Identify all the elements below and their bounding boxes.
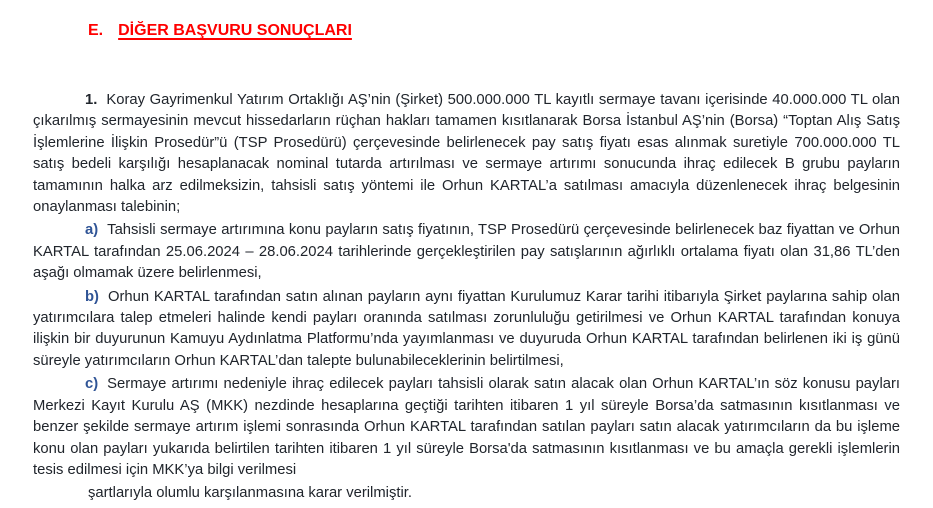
paragraph-marker-a: a) bbox=[85, 222, 99, 239]
paragraph-text-c: Sermaye artırımı nedeniyle ihraç edilecek payları tahsisli olarak satın alacak olan Orhun KARTAL’ın söz konusu payları Merkezi Kayıt Kurulu AŞ (MKK) nezdinde hesaplarına geçtiği tarihten itibaren 1 yıl süreyle Borsa’da satmasının kısıtlanması ve benzer şekilde sermaye artırım işlemi sonrasında Orhun KARTAL tarafından satılan payları satın alacak yatırımcıların da bu işleme konu olan payları yukarıda belirtilen tarihten itibaren 1 yıl süreyle Borsa'da satmasının kısıtlanması ve bu amaçla gerekli işlemlerin tesis edilmesi için MKK’ya bilgi verilmesi bbox=[33, 376, 900, 478]
paragraph-marker-b: b) bbox=[85, 288, 99, 305]
closing-statement: şartlarıyla olumlu karşılanmasına karar verilmiştir. bbox=[88, 485, 412, 502]
paragraph-marker-1: 1. bbox=[85, 92, 98, 108]
paragraph-item-c bbox=[33, 374, 900, 481]
paragraph-item-b bbox=[33, 287, 900, 373]
paragraph-marker-c: c) bbox=[85, 376, 99, 393]
section-heading bbox=[88, 22, 900, 40]
paragraph-text-b: Orhun KARTAL tarafından satın alınan payların aynı fiyattan Kurulumuz Karar tarihi itibarıyla Şirket paylarına sahip olan yatırımcılara talep etmeleri halinde kendi payları oranında satılması zorunluluğu getirilmesi ve Orhun KARTAL tarafından konuya ilişkin bir duyurunun Kamuyu Aydınlatma Platformu’nda yayımlanması ve duyuruda Orhun KARTAL tarafından belirlenen iki iş günü süreyle yatırımcıların Orhun KARTAL’dan talepte bulunabileceklerinin belirtilmesi, bbox=[33, 288, 900, 369]
section-title: DİĞER BAŞVURU SONUÇLARI bbox=[118, 22, 352, 39]
paragraph-item-1 bbox=[33, 90, 900, 218]
paragraph-text-1: Koray Gayrimenkul Yatırım Ortaklığı AŞ’nin (Şirket) 500.000.000 TL kayıtlı sermaye tavanı içerisinde 40.000.000 TL olan çıkarılmış sermayesinin mevcut hissedarların rüçhan hakları tamamen kısıtlanarak Borsa İstanbul AŞ’nin (Borsa) “Toptan Alış Satış İşlemlerine İlişkin Prosedür”ü (TSP Prosedürü) çerçevesinde belirlenecek pay satış fiyatı esas alınmak suretiyle 700.000.000 TL satış bedeli karşılığı hesaplanacak nominal tutarda artırılması ve sermaye artırımı sonucunda ihraç edilecek B grubu payların tamamının halka arz edilmeksizin, tahsisli satış yöntemi ile Orhun KARTAL’a satılması amacıyla düzenlenecek ihraç belgesinin onaylanması talebinin; bbox=[33, 92, 900, 216]
paragraph-text-a: Tahsisli sermaye artırımına konu payların satış fiyatının, TSP Prosedürü çerçevesinde belirlenecek baz fiyattan ve Orhun KARTAL tarafından 25.06.2024 – 28.06.2024 tarihlerinde gerçekleştirilen pay satışlarının ağırlıklı ortalama fiyatı olan 31,86 TL’den aşağı olmamak üzere belirlenmesi, bbox=[33, 222, 900, 282]
section-letter: E. bbox=[88, 22, 104, 39]
paragraph-item-a bbox=[33, 220, 900, 284]
